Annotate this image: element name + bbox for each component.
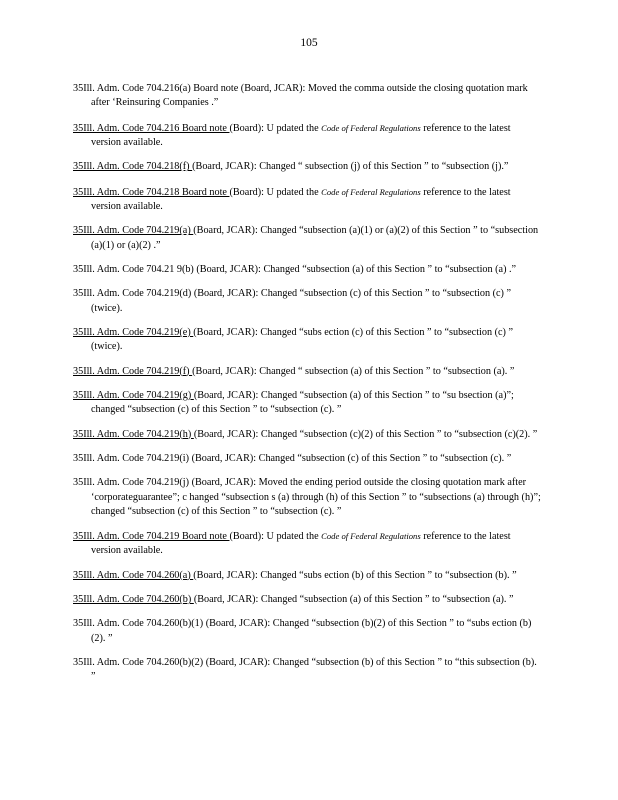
errata-entry bbox=[73, 121, 543, 150]
entry-citation: 35Ill. Adm. Code 704.219(a) bbox=[73, 225, 194, 237]
entry-citation: 35Ill. Adm. Code 704.260(b)(2) bbox=[73, 657, 204, 669]
entry-citation: 35Ill. Adm. Code 704.219(f) bbox=[73, 365, 193, 377]
entry-text: (Board, JCAR): Changed “subs ection (b) of this Section ” to “subsection (b). ” bbox=[193, 569, 517, 581]
cfr-title: Code of Federal Regulations bbox=[321, 186, 421, 197]
entry-citation: 35Ill. Adm. Code 704.219(g) bbox=[73, 389, 194, 401]
errata-entry bbox=[73, 224, 543, 252]
entry-text: (Board, JCAR): Changed “subsection (c)(2) of this Section ” to “subsection (c)(2). ” bbox=[193, 428, 538, 440]
entry-text: (Board, JCAR): Changed “subsection (c) of this Section ” to “subsection (c). ” bbox=[189, 452, 512, 464]
entry-citation: 35Ill. Adm. Code 704.21 9(b) bbox=[73, 263, 194, 275]
entry-citation: 35Ill. Adm. Code 704.219(h) bbox=[73, 428, 194, 440]
errata-entry bbox=[73, 569, 543, 583]
entry-citation: 35Ill. Adm. Code 704.219(d) bbox=[73, 288, 192, 300]
entry-text: (Board, JCAR): Changed “subsection (c) of this Section ” to “subsection (c) ” (twice). bbox=[91, 288, 511, 314]
errata-entry bbox=[73, 365, 543, 379]
cfr-title: Code of Federal Regulations bbox=[321, 531, 421, 542]
entry-text: (Board, JCAR): Changed “subsection (a) of this Section ” to “subsection (a) .” bbox=[193, 263, 517, 275]
errata-entry bbox=[73, 452, 543, 466]
errata-entry bbox=[73, 593, 543, 607]
entry-text: (Board): U pdated the bbox=[229, 186, 322, 198]
errata-entry bbox=[73, 476, 543, 519]
entry-text: (Board, JCAR): Changed “subsection (a) of this Section ” to “su bsection (a)”; changed “subsection (c) of this Section ” to “subsection (c). ” bbox=[91, 389, 514, 416]
entry-citation: 35Ill. Adm. Code 704.260(a) bbox=[73, 569, 194, 581]
cfr-title: Code of Federal Regulations bbox=[321, 122, 421, 133]
entry-citation: 35Ill. Adm. Code 704.260(b) bbox=[73, 594, 194, 606]
entry-text-continued: reference to the latest version available. bbox=[91, 122, 511, 148]
errata-entry bbox=[73, 160, 543, 174]
entry-text: (Board, JCAR): Changed “subsection (a) of this Section ” to “subsection (a). ” bbox=[193, 594, 514, 606]
entry-citation: 35Ill. Adm. Code 704.218(f) bbox=[73, 161, 193, 173]
errata-entry bbox=[73, 287, 543, 315]
errata-entry bbox=[73, 263, 543, 277]
entry-citation: 35Ill. Adm. Code 704.218 Board note bbox=[73, 186, 230, 198]
entry-text: (Board): U pdated the bbox=[229, 122, 322, 134]
errata-entry bbox=[73, 389, 543, 417]
entry-text: (Board): U pdated the bbox=[229, 531, 322, 543]
errata-entry bbox=[73, 185, 543, 214]
entry-citation: 35Ill. Adm. Code 704.260(b)(1) bbox=[73, 618, 204, 630]
entry-text-continued: reference to the latest version available. bbox=[91, 531, 511, 557]
errata-entry bbox=[73, 529, 543, 558]
entry-text: (Board, JCAR): Changed “subsection (a)(1) or (a)(2) of this Section ” to “subsection (a)(1) or (a)(2) .” bbox=[91, 225, 539, 251]
errata-entry bbox=[73, 617, 543, 645]
entry-citation: 35Ill. Adm. Code 704.219 Board note bbox=[73, 531, 230, 543]
page-number: 105 bbox=[300, 37, 318, 49]
entry-text: (Board, JCAR): Changed “subsection (b)(2) of this Section ” to “subs ection (b)(2). ” bbox=[91, 618, 532, 644]
entry-text: Board note (Board, JCAR): Moved the comma outside the closing quotation mark after ‘Reinsuring Companies .” bbox=[91, 83, 528, 109]
errata-entry bbox=[73, 82, 543, 110]
errata-entry bbox=[73, 428, 543, 442]
entry-citation: 35Ill. Adm. Code 704.216(a) bbox=[73, 83, 191, 95]
entry-citation: 35Ill. Adm. Code 704.219(j) bbox=[73, 477, 190, 489]
errata-entry bbox=[73, 326, 543, 354]
entry-text: (Board, JCAR): Changed “subs ection (c) of this Section ” to “subsection (c) ” (twice). bbox=[91, 326, 513, 353]
entry-citation: 35Ill. Adm. Code 704.219(i) bbox=[73, 452, 190, 464]
entry-citation: 35Ill. Adm. Code 704.219(e) bbox=[73, 326, 194, 338]
entry-text-continued: reference to the latest version available. bbox=[91, 186, 511, 212]
entry-text: (Board, JCAR): Changed “subsection (b) of this Section ” to “this subsection (b). ” bbox=[91, 657, 537, 683]
errata-entry bbox=[73, 656, 543, 684]
entry-citation: 35Ill. Adm. Code 704.216 Board note bbox=[73, 122, 230, 134]
entry-text: (Board, JCAR): Changed “ subsection (j) of this Section ” to “subsection (j).” bbox=[192, 161, 509, 173]
errata-list bbox=[73, 72, 543, 690]
entry-text: (Board, JCAR): Moved the ending period outside the closing quotation mark after ‘corporateguarantee”; c hanged “subsection s (a) through (h) of this Section ” to “subsections (a) through (h)”; changed “subsection (c) of this Section ” to “subsection (c). ” bbox=[91, 477, 541, 517]
entry-text: (Board, JCAR): Changed “ subsection (a) of this Section ” to “subsection (a). ” bbox=[192, 365, 515, 377]
